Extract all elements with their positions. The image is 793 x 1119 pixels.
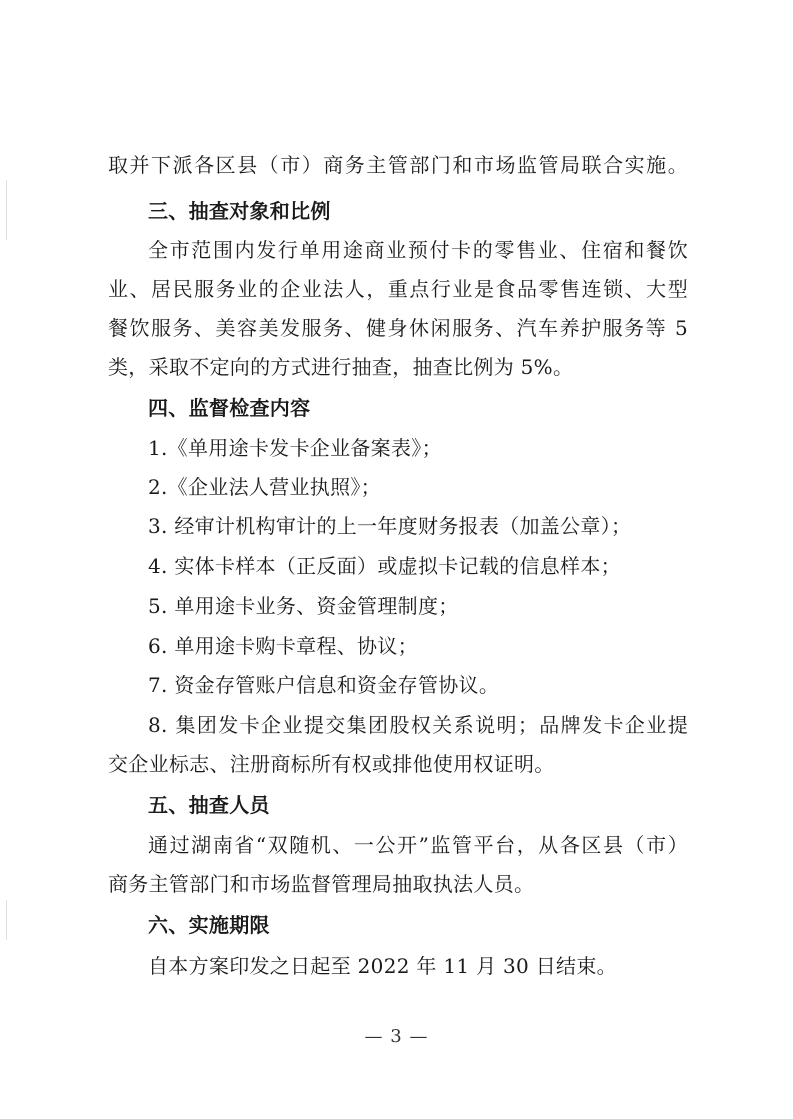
paragraph-line: 类，采取不定向的方式进行抽查，抽查比例为 5%。 bbox=[108, 355, 574, 379]
paragraph-line: 通过湖南省“双随机、一公开”监管平台，从各区县（市） bbox=[148, 833, 688, 857]
paragraph-line: 取并下派各区县（市）商务主管部门和市场监管局联合实施。 bbox=[108, 153, 688, 177]
list-item-continuation: 交企业标志、注册商标所有权或排他使用权证明。 bbox=[108, 752, 555, 776]
list-item: 6. 单用途卡购卡章程、协议； bbox=[148, 634, 418, 658]
section-heading-6: 六、实施期限 bbox=[148, 913, 270, 937]
section-heading-3: 三、抽查对象和比例 bbox=[148, 199, 331, 223]
page-number: — 3 — bbox=[364, 1026, 429, 1047]
list-item: 1.《单用途卡发卡企业备案表》； bbox=[148, 436, 442, 460]
list-item: 4. 实体卡样本（正反面）或虚拟卡记载的信息样本； bbox=[148, 554, 621, 578]
section-heading-4: 四、监督检查内容 bbox=[148, 396, 311, 420]
list-item: 7. 资金存管账户信息和资金存管协议。 bbox=[148, 673, 500, 697]
scan-edge-mark bbox=[6, 900, 7, 940]
paragraph-line: 全市范围内发行单用途商业预付卡的零售业、住宿和餐饮 bbox=[148, 238, 688, 262]
paragraph-line: 业、居民服务业的企业法人，重点行业是食品零售连锁、大型 bbox=[108, 277, 688, 301]
section-heading-5: 五、抽查人员 bbox=[148, 793, 270, 817]
paragraph-line: 自本方案印发之日起至 2022 年 11 月 30 日结束。 bbox=[148, 954, 617, 978]
paragraph-line: 商务主管部门和市场监督管理局抽取执法人员。 bbox=[108, 872, 535, 896]
list-item: 8. 集团发卡企业提交集团股权关系说明；品牌发卡企业提 bbox=[148, 713, 688, 737]
list-item: 5. 单用途卡业务、资金管理制度； bbox=[148, 594, 459, 618]
list-item: 3. 经审计机构审计的上一年度财务报表（加盖公章）； bbox=[148, 514, 632, 538]
list-item: 2.《企业法人营业执照》； bbox=[148, 475, 381, 499]
scan-edge-mark bbox=[6, 180, 7, 240]
paragraph-line: 餐饮服务、美容美发服务、健身休闲服务、汽车养护服务等 5 bbox=[108, 316, 688, 340]
